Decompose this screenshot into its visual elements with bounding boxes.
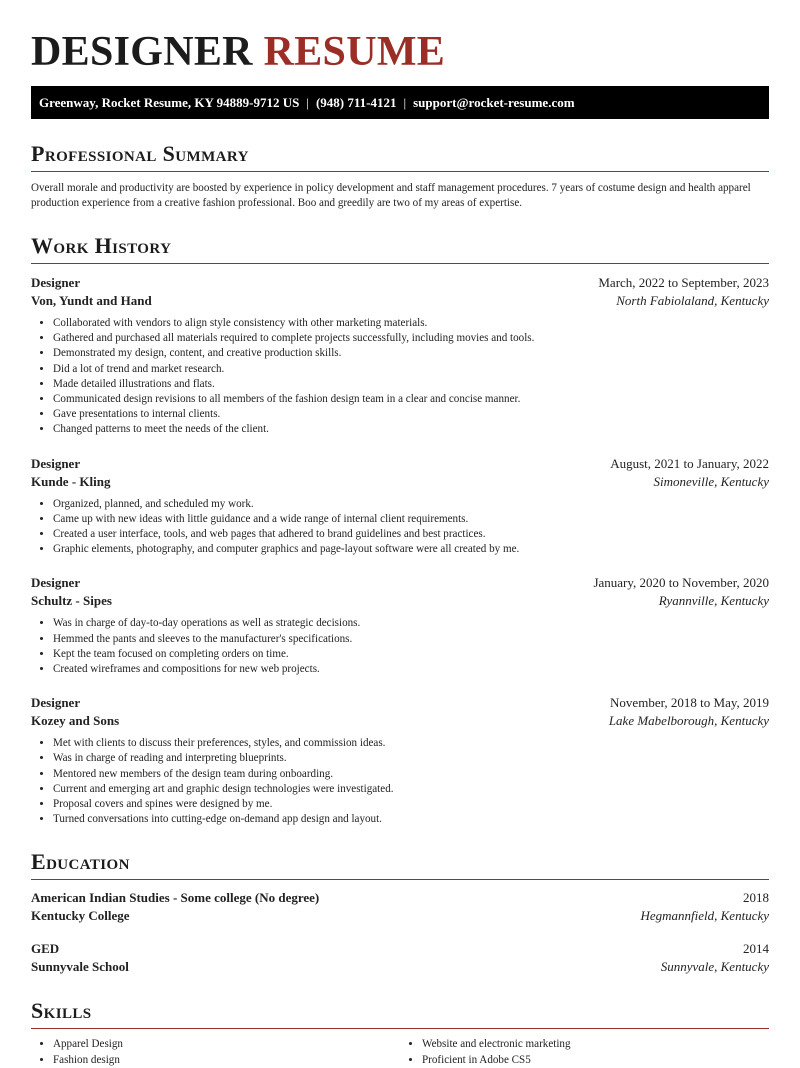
job-location: Lake Mabelborough, Kentucky xyxy=(608,713,769,729)
list-item: • Collaborated with vendors to align style consistency with other marketing materials. xyxy=(53,316,769,331)
list-item: • Gathered and purchased all materials required to complete projects successfully, including movies and tools. xyxy=(53,331,769,346)
skills-column-left xyxy=(31,1037,400,1068)
job-entry xyxy=(31,274,769,438)
job-entry xyxy=(31,455,769,558)
skill-item: • Apparel Design xyxy=(53,1037,400,1053)
contact-phone[interactable]: (948) 711-4121 xyxy=(315,95,397,110)
list-item: • Kept the team focused on completing orders on time. xyxy=(53,647,769,662)
list-item: • Met with clients to discuss their preferences, styles, and commission ideas. xyxy=(53,736,769,751)
job-title: Designer xyxy=(31,275,81,290)
job-location: Simoneville, Kentucky xyxy=(653,473,769,489)
work-history-heading: Work History xyxy=(31,233,769,264)
contact-email[interactable]: support@rocket-resume.com xyxy=(413,95,575,110)
job-title: Designer xyxy=(31,575,81,591)
education-location: Hegmannfield, Kentucky xyxy=(640,908,769,924)
education-entry xyxy=(31,940,769,976)
summary-text: Overall morale and productivity are boosted by experience in policy development and staff management procedures. 7 years of costume design and health apparel production experience from a creative fashion professional. Boo and greedily are two of my areas of expertise. xyxy=(31,182,751,209)
list-item: • Came up with new ideas with little guidance and a wide range of internal client requirements. xyxy=(53,512,769,527)
title-accent: RESUME xyxy=(263,29,446,75)
list-item: • Current and emerging art and graphic design technologies were investigated. xyxy=(53,782,769,797)
contact-bar xyxy=(31,86,769,119)
list-item: • Did a lot of trend and market research. xyxy=(53,362,769,377)
education-heading: Education xyxy=(31,849,769,880)
job-entry xyxy=(31,694,769,827)
job-bullets xyxy=(31,616,769,677)
list-item: • Created wireframes and compositions for new web projects. xyxy=(53,662,769,677)
education-year: 2014 xyxy=(743,941,769,957)
education-degree: GED xyxy=(31,941,60,957)
job-location: North Fabiolaland, Kentucky xyxy=(616,293,769,308)
contact-separator: | xyxy=(306,95,309,110)
job-entry xyxy=(31,574,769,677)
list-item: • Was in charge of reading and interpreting blueprints. xyxy=(53,751,769,766)
skill-item: • Proficient in Adobe CS5 xyxy=(422,1053,769,1068)
list-item: • Made detailed illustrations and flats. xyxy=(53,377,769,392)
list-item: • Hemmed the pants and sleeves to the manufacturer's specifications. xyxy=(53,632,769,647)
skill-item: • Website and electronic marketing xyxy=(422,1037,769,1053)
list-item: • Communicated design revisions to all members of the fashion design team in a clear and concise manner. xyxy=(53,392,769,407)
contact-address: Greenway, Rocket Resume, KY 94889-9712 US xyxy=(39,95,300,110)
resume-title xyxy=(31,0,769,76)
list-item: • Organized, planned, and scheduled my work. xyxy=(53,497,769,512)
education-degree: American Indian Studies - Some college (No degree) xyxy=(31,890,320,906)
list-item: • Created a user interface, tools, and web pages that adhered to brand guidelines and best practices. xyxy=(53,527,769,542)
list-item: • Changed patterns to meet the needs of the client. xyxy=(53,422,769,437)
education-school: Kentucky College xyxy=(31,908,130,924)
job-company: Kunde - Kling xyxy=(31,473,111,489)
job-dates: November, 2018 to May, 2019 xyxy=(610,695,769,711)
education-location: Sunnyvale, Kentucky xyxy=(660,959,769,975)
job-title: Designer xyxy=(31,455,81,471)
job-bullets xyxy=(31,316,769,438)
skill-item: • Fashion design xyxy=(53,1053,400,1068)
skills-heading: Skills xyxy=(31,998,769,1029)
skills-column-right xyxy=(400,1037,769,1068)
education-school: Sunnyvale School xyxy=(31,959,129,975)
education-year: 2018 xyxy=(743,890,769,906)
job-bullets xyxy=(31,497,769,558)
job-bullets xyxy=(31,736,769,827)
contact-separator: | xyxy=(403,95,407,110)
job-company: Schultz - Sipes xyxy=(31,593,112,609)
list-item: • Proposal covers and spines were designed by me. xyxy=(53,797,769,812)
list-item: • Was in charge of day-to-day operations as well as strategic decisions. xyxy=(53,616,769,631)
skills-grid xyxy=(31,1037,769,1068)
job-company: Kozey and Sons xyxy=(31,713,120,729)
job-title: Designer xyxy=(31,695,81,711)
job-location: Ryannville, Kentucky xyxy=(658,593,769,609)
job-company: Von, Yundt and Hand xyxy=(31,293,152,308)
job-dates: January, 2020 to November, 2020 xyxy=(593,575,769,591)
job-dates: August, 2021 to January, 2022 xyxy=(610,455,769,471)
list-item: • Gave presentations to internal clients. xyxy=(53,407,769,422)
title-main: DESIGNER xyxy=(31,29,253,75)
list-item: • Demonstrated my design, content, and creative production skills. xyxy=(53,346,769,361)
education-entry xyxy=(31,889,769,925)
summary-heading: Professional Summary xyxy=(31,141,769,172)
list-item: • Graphic elements, photography, and computer graphics and page-layout software were all created by me. xyxy=(53,542,769,557)
job-dates: March, 2022 to September, 2023 xyxy=(598,275,769,290)
list-item: • Mentored new members of the design team during onboarding. xyxy=(53,767,769,782)
list-item: • Turned conversations into cutting-edge on-demand app design and layout. xyxy=(53,812,769,827)
